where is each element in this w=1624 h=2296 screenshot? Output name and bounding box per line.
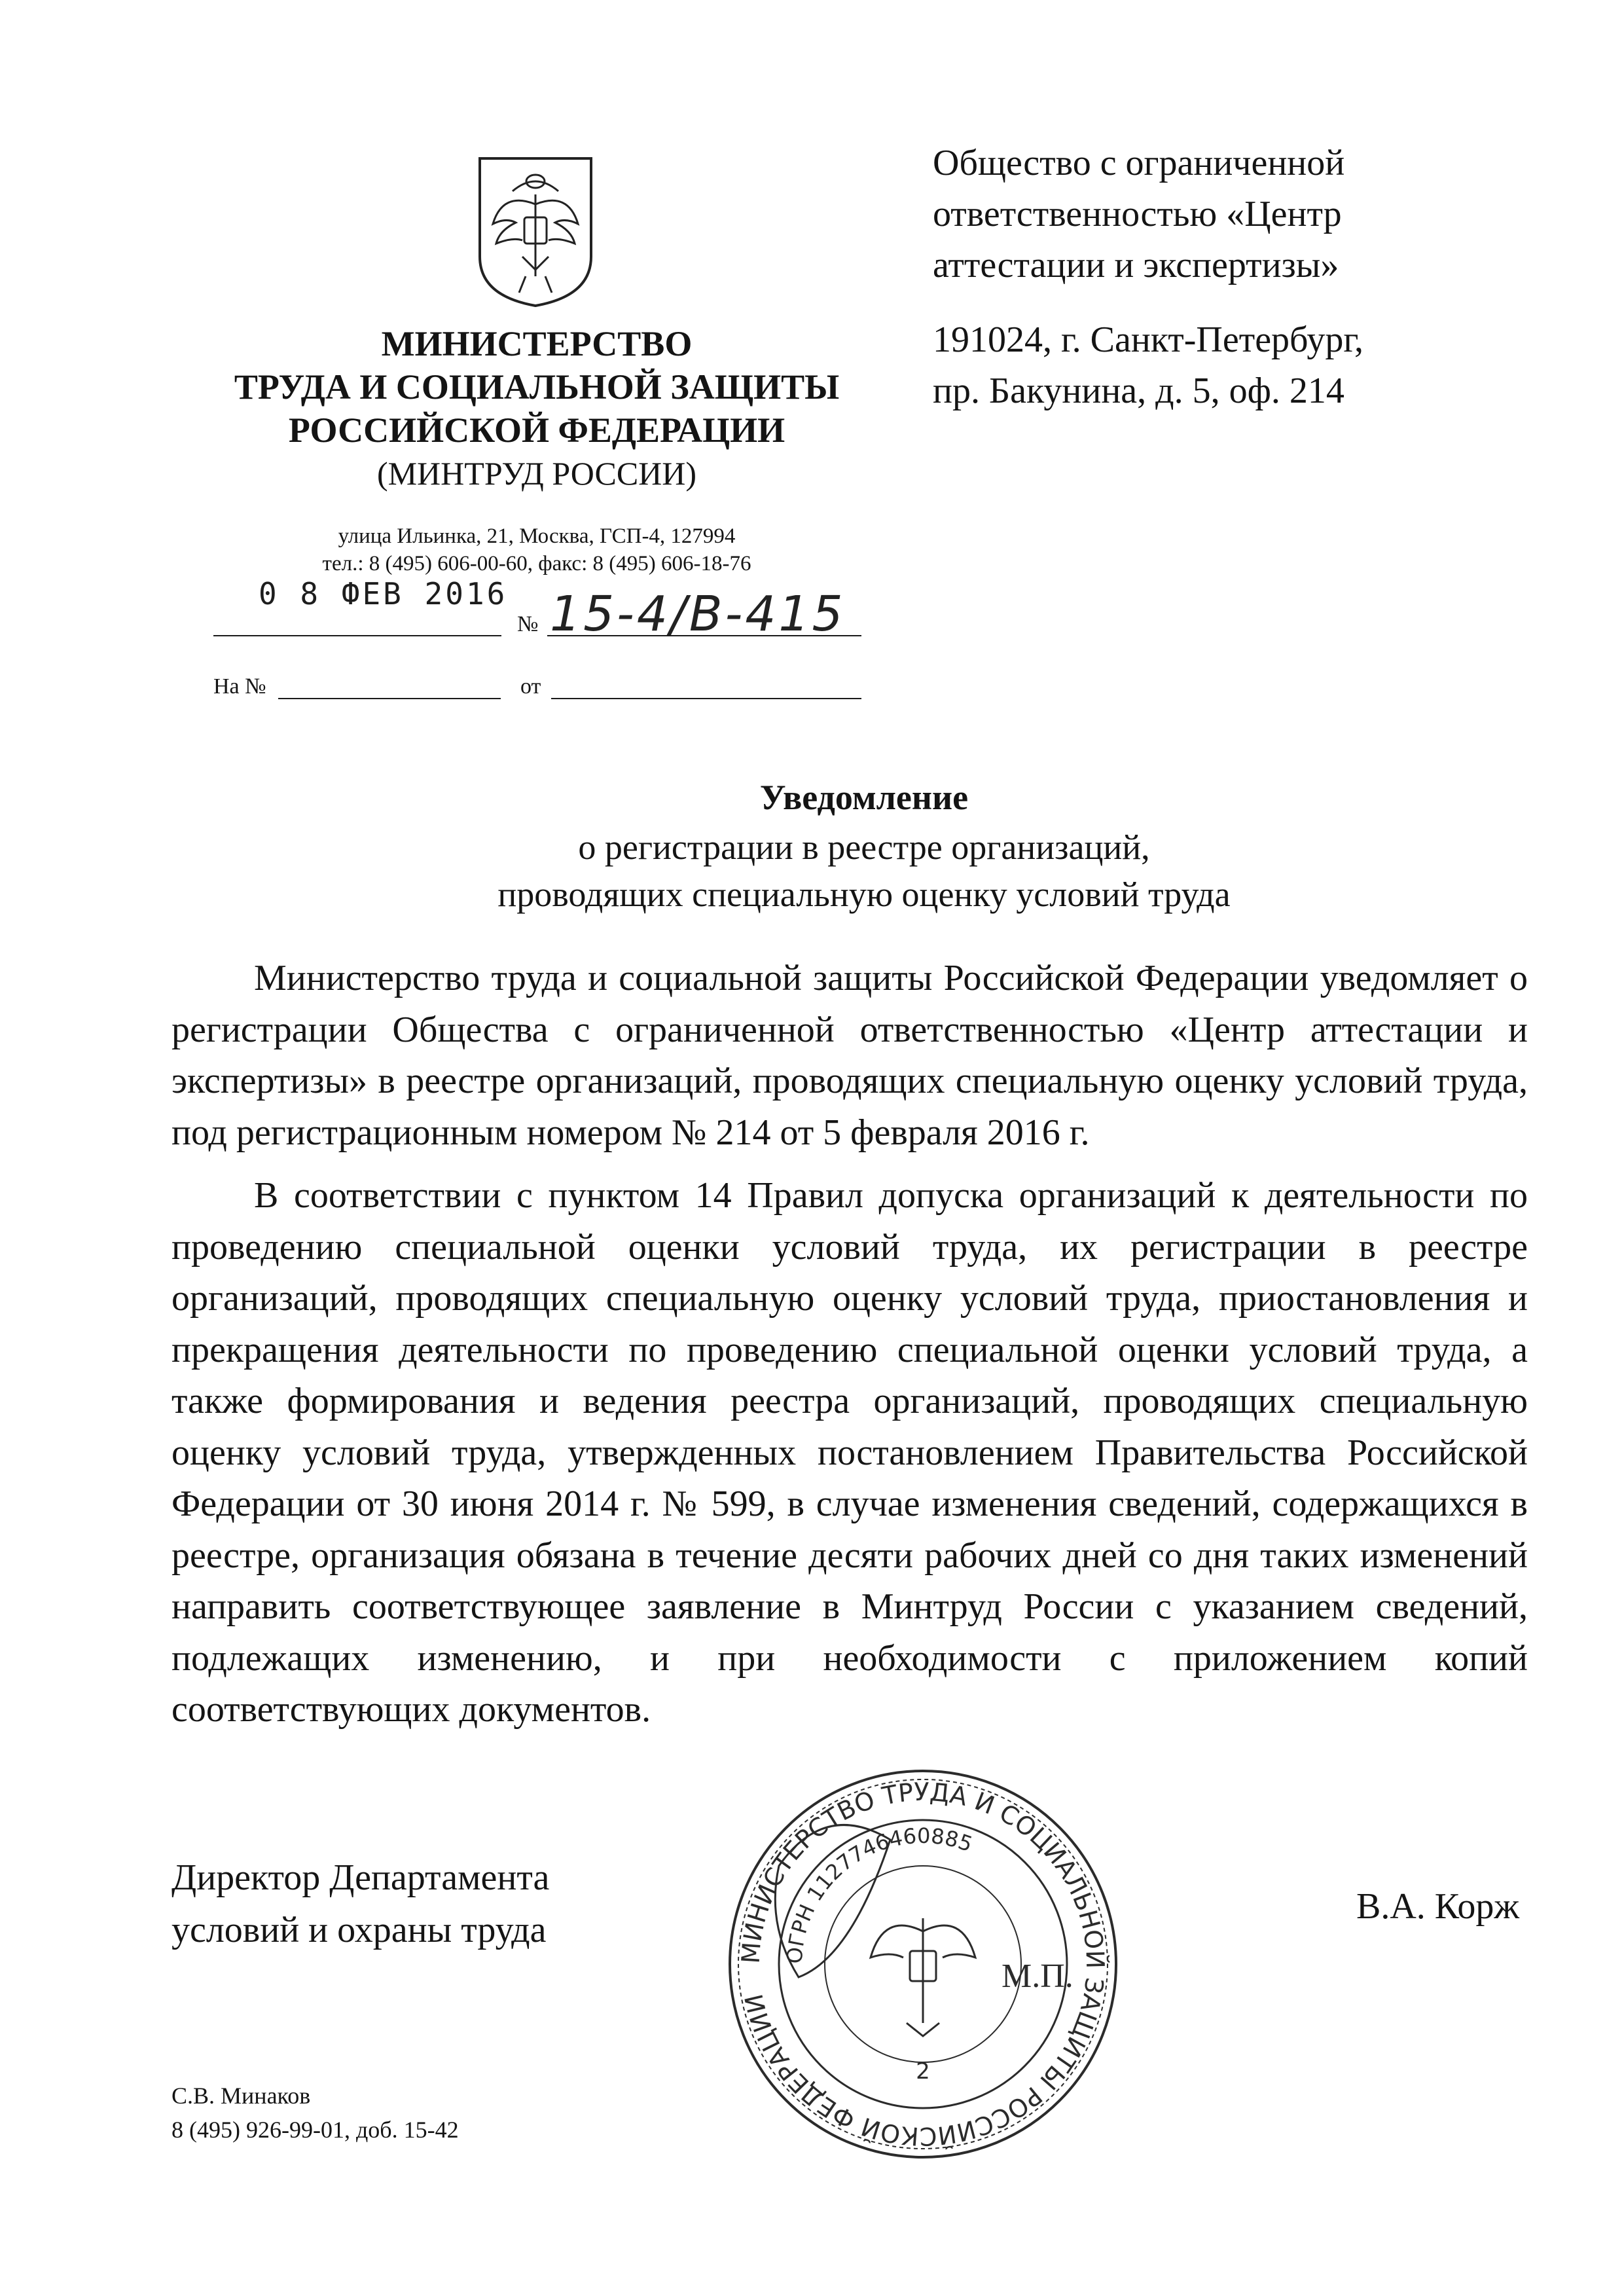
from-line — [551, 698, 861, 699]
official-seal — [720, 1761, 1126, 2167]
from-label: от — [520, 674, 541, 699]
ministry-phones: тел.: 8 (495) 606-00-60, факс: 8 (495) 606-18-76 — [322, 552, 751, 575]
executor-info — [171, 2079, 459, 2147]
addressee-line-1: Общество с ограниченной — [933, 143, 1345, 183]
seal-eagle-icon — [871, 1918, 975, 2036]
number-label: № — [517, 612, 539, 636]
document-title — [196, 771, 1532, 918]
ref-label: На № — [213, 674, 266, 699]
signatory-position — [171, 1851, 549, 1956]
coat-of-arms-icon — [467, 145, 604, 309]
addressee — [933, 137, 1363, 416]
ministry-name — [196, 322, 877, 495]
title-sub-2: проводящих специальную оценку условий труда — [497, 875, 1231, 914]
addressee-address-1: 191024, г. Санкт-Петербург, — [933, 319, 1364, 360]
signatory-position-line-1: Директор Департамента — [171, 1857, 550, 1898]
title-main: Уведомление — [759, 778, 969, 817]
signatory-position-line-2: условий и охраны труда — [171, 1910, 547, 1950]
ministry-line-2: ТРУДА И СОЦИАЛЬНОЙ ЗАЩИТЫ — [234, 367, 840, 407]
ref-line — [278, 698, 501, 699]
addressee-line-3: аттестации и экспертизы» — [933, 245, 1339, 285]
executor-phone: 8 (495) 926-99-01, доб. 15-42 — [171, 2117, 459, 2143]
seal-mark: М.П. — [1001, 1958, 1074, 1995]
seal-number: 2 — [916, 2058, 930, 2085]
seal-outer-text: МИНИСТЕРСТВО ТРУДА И СОЦИАЛЬНОЙ ЗАЩИТЫ РОССИЙСКОЙ ФЕДЕРАЦИИ — [736, 1777, 1110, 2151]
signatory-name: В.А. Корж — [1356, 1886, 1520, 1927]
body-paragraph-2: В соответствии с пунктом 14 Правил допуска организаций к деятельности по проведению специальной оценки условий труда, их регистрации в реестре организаций, проводящих специальную оценку условий труда, приостановления и прекращения деятельности по проведению специальной оценки условий труда, а также формирования и ведения реестра организаций, проводящих специальную оценку условий труда, утвержденных постановлением Правительства Российской Федерации от 30 июня 2014 г. № 599, в случае изменения сведений, содержащихся в реестре, организация обязана в течение десяти рабочих дней со дня таких изменений направить соответствующее заявление в Минтруд России с указанием сведений, подлежащих изменению, и при необходимости с приложением копий соответствующих документов. — [171, 1175, 1528, 1730]
executor-name: С.В. Минаков — [171, 2083, 311, 2109]
ministry-line-1: МИНИСТЕРСТВО — [381, 324, 693, 363]
ministry-short-name: (МИНТРУД РОССИИ) — [376, 455, 697, 492]
addressee-line-2: ответственностью «Центр — [933, 194, 1342, 234]
handwritten-number: 15-4/В-415 — [550, 586, 846, 642]
addressee-address-2: пр. Бакунина, д. 5, оф. 214 — [933, 371, 1344, 411]
title-sub-1: о регистрации в реестре организаций, — [578, 828, 1150, 867]
ministry-address: улица Ильинка, 21, Москва, ГСП-4, 127994 — [338, 524, 736, 548]
body-paragraph-1: Министерство труда и социальной защиты Российской Федерации уведомляет о регистрации Общества с ограниченной ответственностью «Центр аттестации и экспертизы» в реестре организаций, проводящих специальную оценку условий труда, под регистрационным номером № 214 от 5 февраля 2016 г. — [171, 958, 1528, 1153]
date-line — [213, 635, 501, 636]
date-stamp: 0 8 ФЕВ 2016 — [259, 576, 508, 611]
seal-inner-text: ОГРН 1127746460885 — [782, 1823, 976, 1965]
document-body — [171, 953, 1528, 1747]
ministry-contacts — [196, 522, 877, 577]
ministry-line-3: РОССИЙСКОЙ ФЕДЕРАЦИИ — [288, 410, 785, 450]
